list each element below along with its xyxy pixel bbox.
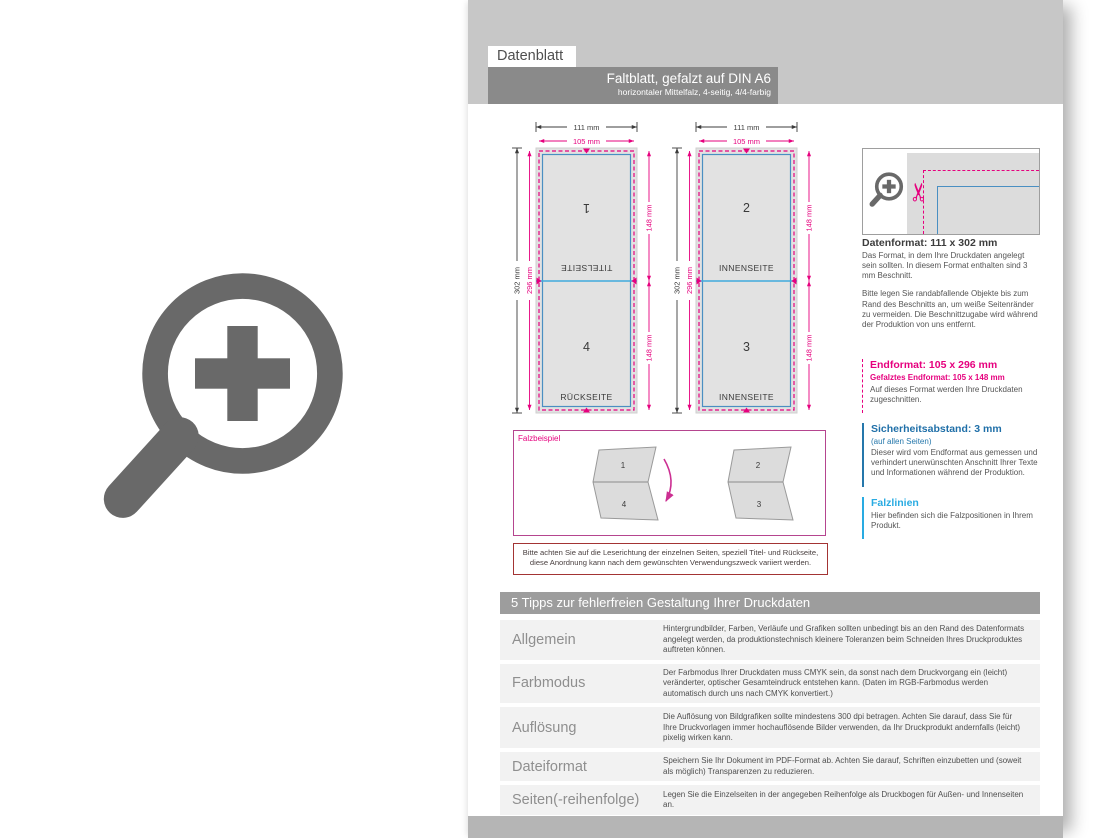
- datenformat-text: Das Format, in dem Ihre Druckdaten angelegt sein sollten. In diesem Format enthalten sind 3 mm Beschnitt.: [862, 250, 1028, 281]
- falzlinien-block: [862, 497, 1040, 539]
- sicherheitsabstand-text: Dieser wird vom Endformat aus gemessen und verhindert unerwünschten Anschnitt Ihrer Texte und Informationen während der Produktion.: [871, 447, 1038, 478]
- side-label: RÜCKSEITE: [560, 392, 613, 402]
- dim-label: 105 mm: [732, 137, 761, 146]
- table-row: [500, 620, 1040, 660]
- endformat-block: [862, 359, 1040, 413]
- dim-label: 148 mm: [804, 204, 814, 232]
- page-number: 2: [743, 201, 750, 215]
- sicherheitsabstand-title: Sicherheitsabstand: 3 mm: [871, 423, 1002, 435]
- endformat-line-detail: [937, 186, 1039, 187]
- table-row: [500, 752, 1040, 781]
- tip-label: Dateiformat: [512, 758, 587, 775]
- dim-label: 302 mm: [672, 266, 682, 295]
- reading-direction-note: Bitte achten Sie auf die Leserichtung der einzelnen Seiten, speziell Titel- und Rückseite, diese Anordnung kann nach dem gewünschten Verwendungszweck variiert werden.: [513, 543, 828, 575]
- page-title: Faltblatt, gefalzt auf DIN A6: [606, 71, 771, 86]
- tip-label: Auflösung: [512, 719, 577, 736]
- page-number: 3: [743, 340, 750, 354]
- sicherheitsabstand-subtitle: (auf allen Seiten): [871, 436, 932, 446]
- falzlinien-title: Falzlinien: [871, 497, 919, 509]
- side-label: INNENSEITE: [718, 392, 775, 402]
- corner-detail-drawing: [907, 153, 1039, 234]
- sheet-outer-right: [696, 148, 797, 413]
- endformat-line-detail: [937, 186, 938, 234]
- side-label: INNENSEITE: [718, 263, 775, 273]
- scissors-icon: ✂: [905, 181, 934, 203]
- footer-bar: [468, 816, 1063, 838]
- datenformat-block: [862, 237, 1040, 338]
- format-diagram: [498, 110, 828, 422]
- dim-label: 148 mm: [804, 334, 814, 362]
- fold-arrow-icon: [664, 459, 671, 501]
- zoom-plus-icon: [869, 169, 909, 212]
- falzlinien-text: Hier befinden sich die Falzpositionen in Ihrem Produkt.: [871, 510, 1033, 530]
- tip-text: Hintergrundbilder, Farben, Verläufe und Grafiken sollten unbedingt bis an den Rand des Datenformats angelegt werden, da produktionstechnisch kleinere Toleranzen beim Schneiden Ihres Druckproduktes auftreten können.: [663, 624, 1025, 655]
- fold-example-drawing: [514, 431, 825, 535]
- dim-label: 296 mm: [525, 266, 534, 295]
- table-row: [500, 664, 1040, 704]
- dim-label: 111 mm: [573, 123, 600, 132]
- fold-page-number: 4: [621, 500, 627, 509]
- dim-label: 148 mm: [644, 204, 654, 232]
- dim-label: 105 mm: [572, 137, 601, 146]
- dim-label: 111 mm: [733, 123, 760, 132]
- tip-text: Die Auflösung von Bildgrafiken sollte mindestens 300 dpi betragen. Achten Sie darauf, dass Sie für Ihre Druckvorlagen immer hochauflösende Bilder verwenden, da Ihr Druckprodukt andernfalls (leicht) pixelig wirken kann.: [663, 711, 1021, 743]
- tips-table: [500, 620, 1040, 819]
- fold-page-number: 2: [755, 461, 761, 470]
- endformat-text: Auf dieses Format werden Ihre Druckdaten zugeschnitten.: [870, 384, 1023, 405]
- tip-label: Allgemein: [512, 631, 576, 648]
- dim-label: 296 mm: [685, 266, 694, 295]
- tip-label: Farbmodus: [512, 675, 586, 692]
- dim-label: 148 mm: [644, 334, 654, 362]
- datasheet-sheet: [468, 0, 1063, 838]
- page-number: 1: [583, 201, 590, 215]
- table-row: [500, 785, 1040, 815]
- zoom-plus-logo-icon: [100, 250, 385, 554]
- fold-example-label: Falzbeispiel: [518, 434, 561, 443]
- page-subtitle: horizontaler Mittelfalz, 4-seitig, 4/4-farbig: [617, 87, 771, 97]
- bleed-line-detail: [923, 170, 1039, 171]
- table-row: [500, 707, 1040, 748]
- fold-example-box: [513, 430, 826, 536]
- tip-text: Speichern Sie Ihr Dokument im PDF-Format ab. Achten Sie darauf, Schriften einzubetten und (soweit als möglich) Transparenzen zu reduzieren.: [663, 756, 1022, 776]
- corner-detail-box: [862, 148, 1040, 235]
- sheet-outer-left: [536, 148, 637, 413]
- page-number: 4: [583, 340, 590, 354]
- tip-text: Legen Sie die Einzelseiten in der angegeben Reihenfolge als Druckbogen für Außen- und Innenseiten an.: [663, 789, 1024, 810]
- endformat-title: Endformat: 105 x 296 mm: [870, 359, 998, 371]
- fold-page-number: 3: [756, 500, 762, 509]
- tips-header: 5 Tipps zur fehlerfreien Gestaltung Ihrer Druckdaten: [500, 592, 1040, 614]
- title-band: [488, 67, 778, 104]
- side-label: TITELSEITE: [560, 263, 613, 273]
- datenformat-text: Bitte legen Sie randabfallende Objekte bis zum Rand des Beschnitts an, um weiße Seitenränder zu vermeiden. Die Beschnittzugabe wird während der Produktion von uns entfernt.: [862, 289, 1038, 329]
- sicherheitsabstand-block: [862, 423, 1040, 487]
- datenformat-title: Datenformat: 111 x 302 mm: [862, 237, 998, 249]
- dim-label: 302 mm: [512, 266, 522, 295]
- datenblatt-tab: Datenblatt: [488, 46, 576, 67]
- endformat-subtitle: Gefalztes Endformat: 105 x 148 mm: [870, 372, 1005, 382]
- tip-text: Der Farbmodus Ihrer Druckdaten muss CMYK sein, da sonst nach dem Druckvorgang ein (leicht) veränderter, optischer Gesamteindruck entstehen kann. (Daten im RGB-Farbmodus werden automatisch durch uns nach CMYK konvertiert.): [663, 667, 1008, 698]
- fold-page-number: 1: [620, 461, 626, 470]
- tip-label: Seiten(-reihenfolge): [512, 792, 640, 809]
